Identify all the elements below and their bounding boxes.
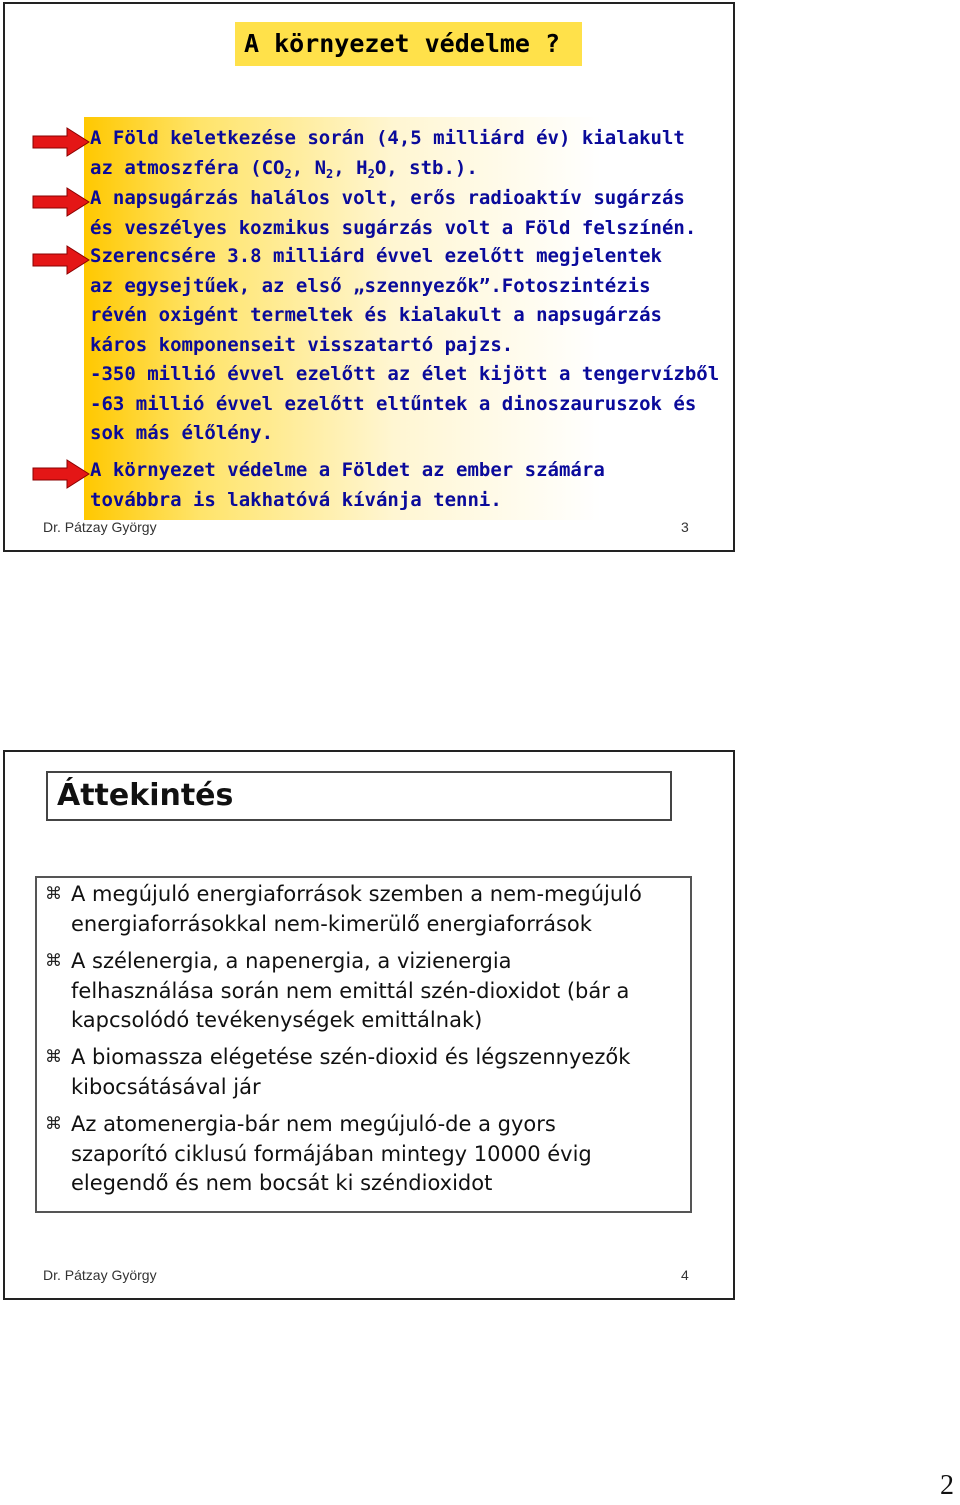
slide-3: [3, 2, 735, 552]
paragraph-protection: [90, 456, 740, 515]
text-line: az atmoszféra ($CO_2$, $N_2$, $H_2O$, stb.).: [90, 156, 478, 181]
red-arrow-icon: [31, 245, 91, 275]
command-key-icon: ⌘: [45, 1047, 62, 1067]
footer-author: Dr. Pátzay György: [43, 1267, 157, 1283]
list-item: ⌘ A biomassza elégetése szén-dioxid és légszennyezők kibocsátásával jár: [45, 1045, 631, 1099]
text-line: és veszélyes kozmikus sugárzás volt a Föld felszínén.: [90, 216, 697, 239]
list-item: ⌘ Az atomenergia-bár nem megújuló-de a gyors szaporító ciklusú formájában mintegy 10000 évig elegendő és nem bocsát ki széndioxidot: [45, 1112, 592, 1195]
text-line: révén oxigént termeltek és kialakult a napsugárzás: [90, 304, 662, 326]
command-key-icon: ⌘: [45, 1114, 62, 1134]
text-line: káros komponenseit visszatartó pajzs.: [90, 333, 514, 356]
text-line: A Föld keletkezése során (4,5 milliárd év) kialakult: [90, 127, 685, 149]
document-page-number: 2: [940, 1470, 954, 1501]
paragraph-earth-formation: [90, 124, 740, 183]
slide-title: A környezet védelme ?: [235, 22, 582, 66]
text-line: A napsugárzás halálos volt, erős radioaktív sugárzás: [90, 187, 685, 209]
text-line: A környezet védelme a Földet az ember számára: [90, 459, 605, 481]
text-line: -350 millió évvel ezelőtt az élet kijött a tengervízből: [90, 363, 720, 385]
footer-author: Dr. Pátzay György: [43, 519, 157, 535]
red-arrow-icon: [31, 187, 91, 217]
slide-title: Áttekintés: [46, 771, 672, 821]
command-key-icon: ⌘: [45, 884, 62, 904]
list-item: ⌘ A megújuló energiaforrások szemben a nem-megújuló energiaforrásokkal nem-kimerülő energiaforrások: [45, 882, 642, 936]
paragraph-radiation: [90, 184, 740, 243]
red-arrow-icon: [31, 127, 91, 157]
bullet-list-box: [35, 876, 692, 1213]
red-arrow-icon: [31, 459, 91, 489]
text-line: Szerencsére 3.8 milliárd évvel ezelőtt megjelentek: [90, 245, 662, 267]
list-item: ⌘ A szélenergia, a napenergia, a vizienergia felhasználása során nem emittál szén-dioxidot (bár a kapcsolódó tevékenységek emittálnak): [45, 949, 630, 1032]
footer-page-number: 3: [681, 519, 689, 535]
text-line: -63 millió évvel ezelőtt eltűntek a dinoszauruszok és: [90, 392, 697, 415]
footer-page-number: 4: [681, 1267, 689, 1283]
command-key-icon: ⌘: [45, 951, 62, 971]
text-line: sok más élőlény.: [90, 422, 274, 444]
slide-4: [3, 750, 735, 1300]
text-line: továbbra is lakhatóvá kívánja tenni.: [90, 488, 502, 511]
text-line: az egysejtűek, az első „szennyezők”.Fotoszintézis: [90, 274, 651, 297]
paragraph-life: [90, 242, 740, 449]
